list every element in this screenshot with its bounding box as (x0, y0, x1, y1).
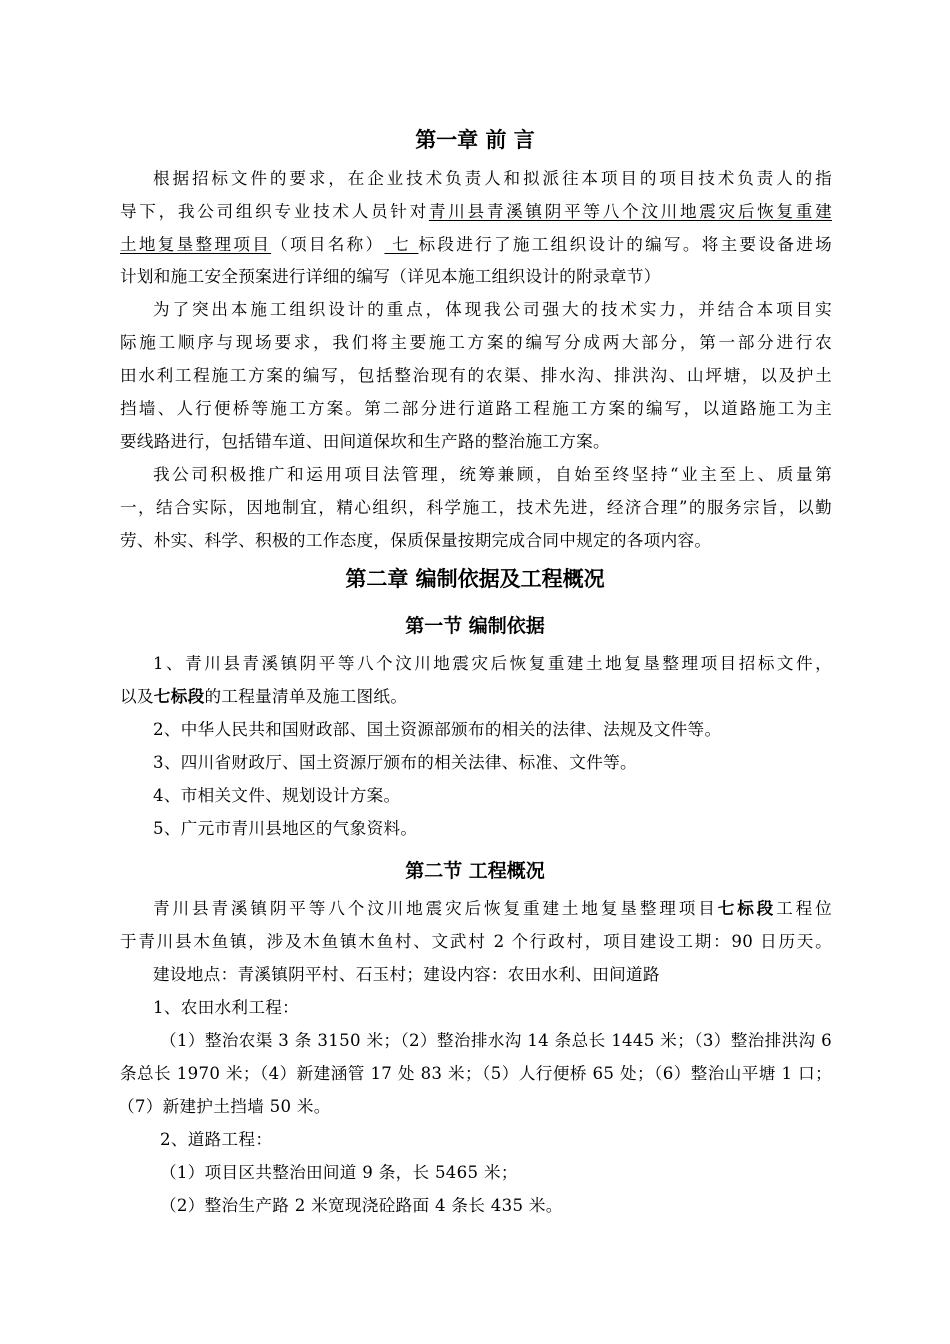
water-works-heading: 1、农田水利工程： (153, 998, 300, 1017)
basis-item-4: 4、市相关文件、规划设计方案。 (153, 786, 401, 805)
section-seven-bold: 七标段 (153, 687, 205, 706)
chapter-1-title: 第一章 前 言 (415, 128, 535, 152)
chapter-1-paragraph-3-line-2: 一，结合实际，因地制宜，精心组织，科学施工，技术先进，经济合理”的服务宗旨，以勤 (120, 498, 832, 517)
chapter-1-paragraph-2-line-1: 为了突出本施工组织设计的重点，体现我公司强大的技术实力，并结合本项目实 (153, 300, 832, 319)
water-works-line-3: （7）新建护土挡墙 50 米。 (118, 1097, 331, 1116)
basis-item-1-line-2: 以及七标段的工程量清单及施工图纸。 (120, 687, 408, 706)
water-works-line-2: 条总长 1970 米；（4）新建涵管 17 处 83 米；（5）人行便桥 65 处；（6）整治山平塘 1 口； (120, 1064, 832, 1083)
chapter-1-paragraph-2-line-5: 要线路进行，包括错车道、田间道保坎和生产路的整治施工方案。 (120, 432, 610, 451)
road-works-line-1: （1）项目区共整治田间道 9 条，长 5465 米； (160, 1163, 518, 1182)
chapter-1-paragraph-2-line-4: 挡墙、人行便桥等施工方案。第二部分进行道路工程施工方案的编写，以道路施工为主 (120, 399, 832, 418)
section-seven-bold: 七标段 (717, 899, 777, 918)
basis-item-2: 2、中华人民共和国财政部、国土资源部颁布的相关的法律、法规及文件等。 (153, 720, 722, 739)
project-name-underlined-cont: 土地复垦整理项目 (120, 235, 272, 254)
chapter-1-paragraph-3-line-3: 劳、朴实、科学、积极的工作态度，保质保量按期完成合同中规定的各项内容。 (120, 531, 712, 550)
construction-site: 建设地点：青溪镇阴平村、石玉村；建设内容：农田水利、田间道路 (153, 965, 660, 984)
road-works-heading: 2、道路工程： (160, 1130, 273, 1149)
chapter-1-paragraph-2-line-2: 际施工顺序与现场要求，我们将主要施工方案的编写分成两大部分，第一部分进行农 (120, 333, 832, 352)
overview-line-1: 青川县青溪镇阴平等八个汶川地震灾后恢复重建土地复垦整理项目七标段工程位 (153, 899, 832, 918)
section-1-title: 第一节 编制依据 (405, 615, 545, 637)
chapter-1-paragraph-1-line-3: 土地复垦整理项目（项目名称） 七 标段进行了施工组织设计的编写。将主要设备进场 (120, 235, 832, 254)
chapter-1-paragraph-1-line-4: 计划和施工安全预案进行详细的编写（详见本施工组织设计的附录章节） (120, 267, 661, 286)
chapter-1-paragraph-1-line-2: 导下，我公司组织专业技术人员针对青川县青溪镇阴平等八个汶川地震灾后恢复重建 (120, 202, 832, 221)
overview-line-2: 于青川县木鱼镇，涉及木鱼镇木鱼村、文武村 2 个行政村，项目建设工期：90 日历天。 (120, 932, 832, 951)
chapter-1-paragraph-2-line-3: 田水利工程施工方案的编写，包括整治现有的农渠、排水沟、排洪沟、山坪塘，以及护土 (120, 366, 832, 385)
chapter-1-paragraph-1-line-1: 根据招标文件的要求，在企业技术负责人和拟派往本项目的项目技术负责人的指 (153, 169, 832, 188)
basis-item-1-line-1: 1、青川县青溪镇阴平等八个汶川地震灾后恢复重建土地复垦整理项目招标文件， (153, 654, 832, 673)
road-works-line-2: （2）整治生产路 2 米宽现浇砼路面 4 条长 435 米。 (160, 1196, 563, 1215)
chapter-2-title: 第二章 编制依据及工程概况 (345, 567, 605, 591)
section-number-underlined: 七 (384, 235, 419, 254)
project-name-underlined: 青川县青溪镇阴平等八个汶川地震灾后恢复重建 (428, 202, 832, 221)
section-2-title: 第二节 工程概况 (405, 860, 545, 882)
basis-item-5: 5、广元市青川县地区的气象资料。 (153, 819, 418, 838)
basis-item-3: 3、四川省财政厅、国土资源厅颁布的相关法律、标准、文件等。 (153, 753, 637, 772)
water-works-line-1: （1）整治农渠 3 条 3150 米；（2）整治排水沟 14 条总长 1445 米；（3）整治排洪沟 6 (160, 1031, 832, 1050)
chapter-1-paragraph-3-line-1: 我公司积极推广和运用项目法管理，统筹兼顾，自始至终坚持“业主至上、质量第 (153, 465, 832, 484)
